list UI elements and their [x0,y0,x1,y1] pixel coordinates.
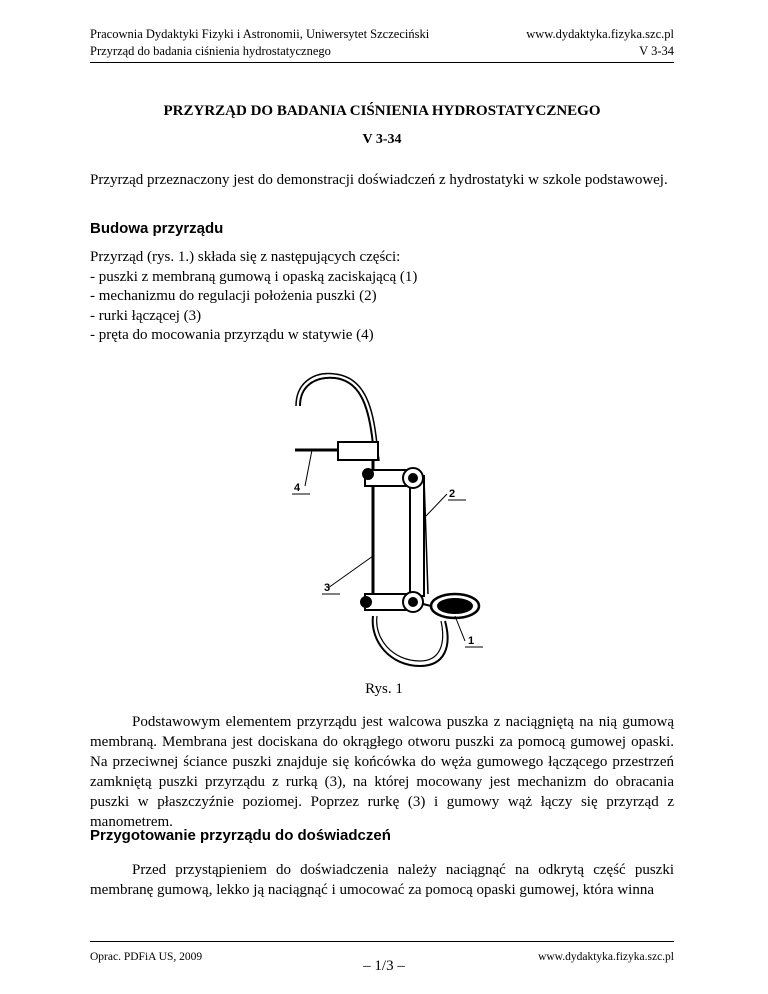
list-item: - pręta do mocowania przyrządu w statywie (4) [90,327,374,343]
header-doc-title: Przyrząd do badania ciśnienia hydrostatycznego [90,44,331,58]
page-title: PRZYRZĄD DO BADANIA CIŚNIENIA HYDROSTATYCZNEGO [163,103,601,119]
adjustment-frame [410,476,424,596]
parts-list [90,248,674,346]
header-left [90,26,429,60]
apparatus-figure [260,366,510,676]
parts-list-lead: Przyrząd (rys. 1.) składa się z następujących części: [90,249,401,265]
intro-paragraph: Przyrząd przeznaczony jest do demonstracji doświadczeń z hydrostatyki w szkole podstawowej. [90,172,668,188]
document-code: V 3-34 [362,132,402,147]
header-institution: Pracownia Dydaktyki Fizyki i Astronomii, Uniwersytet Szczeciński [90,27,430,41]
header-right [526,26,674,60]
figure-label-2: 2 [449,488,456,500]
figure-label-4: 4 [294,482,301,494]
header-url: www.dydaktyka.fizyka.szc.pl [526,27,674,41]
list-item: - puszki z membraną gumową i opaską zaciskającą (1) [90,268,418,285]
footer-divider [90,941,674,942]
rubber-hose [373,616,448,666]
upper-clamp [338,442,378,460]
preparation-paragraph: Przed przystąpieniem do doświadczenia należy naciągnąć na odkrytą część puszki membranę gumową, lekko ją naciągnąć i umocować za pomocą opaski gumowej, która winna [90,862,674,898]
figure-label-1: 1 [468,635,475,647]
section-heading-preparation: Przygotowanie przyrządu do doświadczeń [90,827,391,844]
figure-caption: Rys. 1 [365,681,403,697]
list-item: - rurki łączącej (3) [90,307,202,324]
footer-url: www.dydaktyka.fizyka.szc.pl [538,951,674,963]
page-number: – 1/3 – [363,958,405,974]
header-divider [90,62,674,63]
section-heading-construction: Budowa przyrządu [90,220,224,237]
list-item: - mechanizmu do regulacji położenia puszki (2) [90,288,377,304]
figure-label-3: 3 [324,582,331,594]
header-code: V 3-34 [639,44,674,58]
footer-author: Oprac. PDFiA US, 2009 [90,951,203,963]
body-paragraph: Podstawowym elementem przyrządu jest walcowa puszka z naciągniętą na nią gumową membraną. Membrana jest dociskana do okrągłego otworu puszki za pomocą gumowej opaski. Na przeciwnej ściance puszki znajduje się końcówka do węża gumowego łączącego przestrzeń zamkniętą puszki przyrządu z rurką (3), na której mocowany jest mechanizm do obracania puszki w płaszczyźnie poziomej. Poprzez rurkę (3) i gumowy wąż łączy się przyrząd z manometrem. [90,714,674,830]
